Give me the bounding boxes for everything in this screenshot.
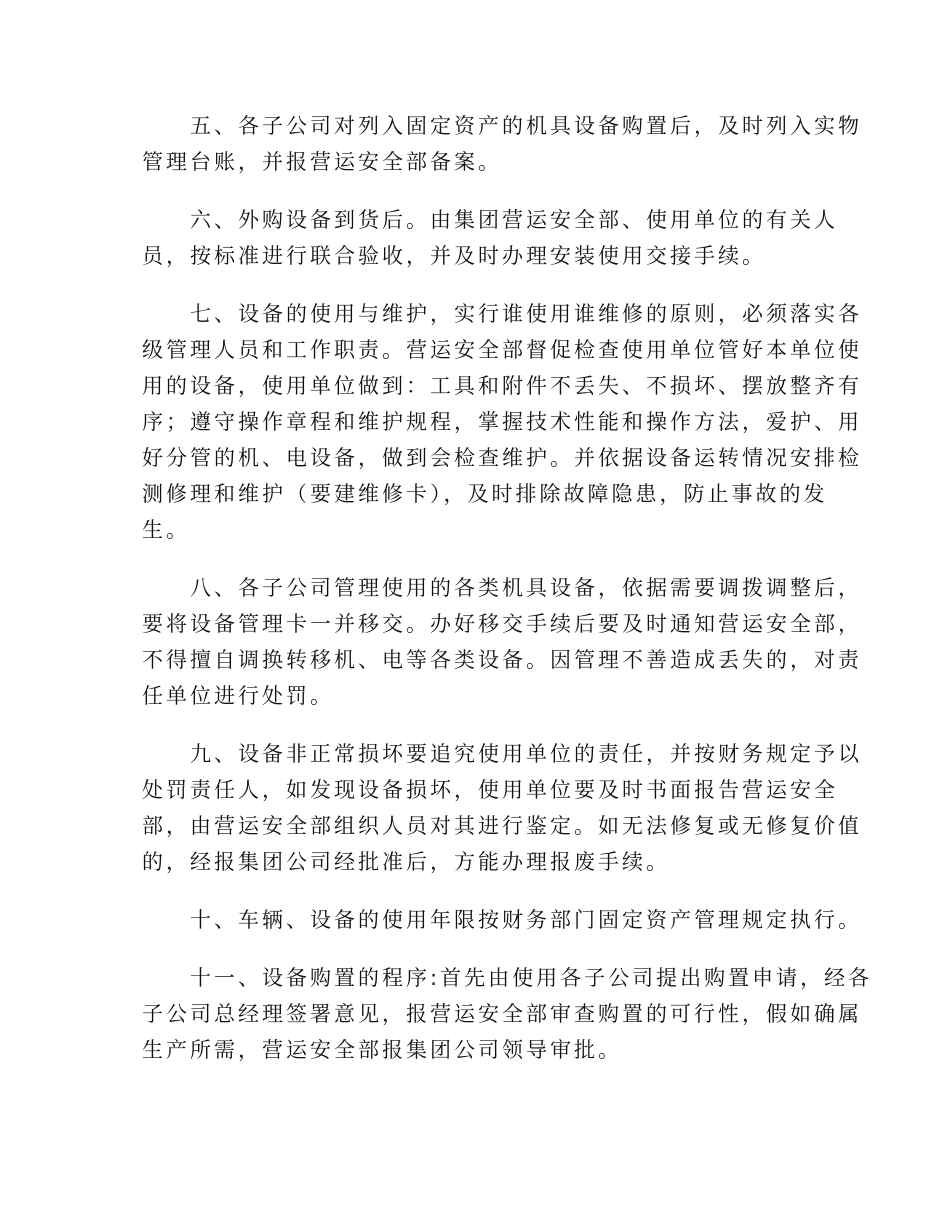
paragraph [142, 736, 862, 880]
paragraph-line: 八、各子公司管理使用的各类机具设备，依据需要调拨调整后， [190, 576, 862, 600]
paragraph-line: 测修理和维护（要建维修卡），及时排除故障隐患，防止事故的发 [142, 482, 828, 506]
paragraph-line: 十一、设备购置的程序:首先由使用各子公司提出购置申请，经各 [190, 966, 873, 990]
paragraph-line: 用的设备，使用单位做到：工具和附件不丢失、不损坏、摆放整齐有 [142, 374, 862, 398]
paragraph-line: 的，经报集团公司经批准后，方能办理报废手续。 [142, 850, 670, 874]
paragraph-line: 管理台账，并报营运安全部备案。 [142, 150, 502, 174]
paragraph [142, 570, 862, 714]
paragraph-line: 生。 [142, 518, 190, 542]
paragraph [142, 902, 862, 938]
paragraph [142, 296, 862, 548]
paragraph-line: 处罚责任人，如发现设备损坏，使用单位要及时书面报告营运安全 [142, 778, 838, 802]
document-body [142, 108, 873, 1090]
paragraph-line: 级管理人员和工作职责。营运安全部督促检查使用单位管好本单位使 [142, 338, 862, 362]
paragraph-line: 九、设备非正常损坏要追究使用单位的责任，并按财务规定予以 [190, 742, 862, 766]
paragraph [142, 108, 862, 180]
paragraph-line: 五、各子公司对列入固定资产的机具设备购置后，及时列入实物 [190, 114, 862, 138]
paragraph [142, 960, 873, 1068]
paragraph-line: 七、设备的使用与维护，实行谁使用谁维修的原则，必须落实各 [190, 302, 862, 326]
paragraph-line: 六、外购设备到货后。由集团营运安全部、使用单位的有关人 [190, 208, 838, 232]
paragraph-line: 生产所需，营运安全部报集团公司领导审批。 [142, 1038, 622, 1062]
paragraph-line: 部，由营运安全部组织人员对其进行鉴定。如无法修复或无修复价值 [142, 814, 862, 838]
paragraph-line: 序；遵守操作章程和维护规程，掌握技术性能和操作方法，爱护、用 [142, 410, 862, 434]
paragraph-line: 十、车辆、设备的使用年限按财务部门固定资产管理规定执行。 [190, 908, 862, 932]
paragraph-line: 好分管的机、电设备，做到会检查维护。并依据设备运转情况安排检 [142, 446, 862, 470]
paragraph-line: 子公司总经理签署意见，报营运安全部审查购置的可行性，假如确属 [142, 1002, 862, 1026]
paragraph [142, 202, 838, 274]
paragraph-line: 要将设备管理卡一并移交。办好移交手续后要及时通知营运安全部， [142, 612, 862, 636]
paragraph-line: 不得擅自调换转移机、电等各类设备。因管理不善造成丢失的，对责 [142, 648, 862, 672]
paragraph-line: 任单位进行处罚。 [142, 684, 334, 708]
paragraph-line: 员，按标准进行联合验收，并及时办理安装使用交接手续。 [142, 244, 766, 268]
